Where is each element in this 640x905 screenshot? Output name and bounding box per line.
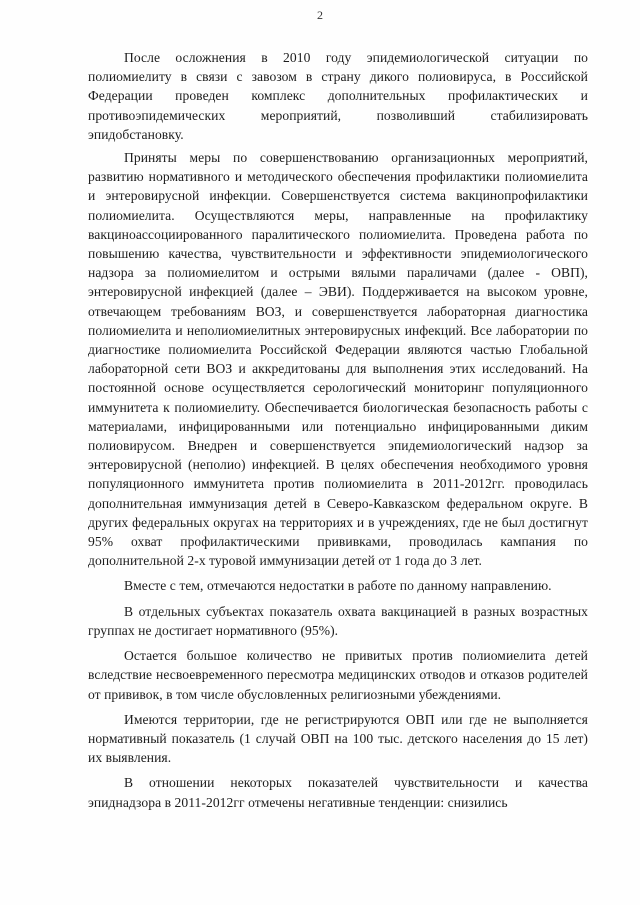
paragraph-2: Приняты меры по совершенствованию организационных мероприятий, развитию нормативного и методического обеспечения профилактики полиомиелита и энтеровирусной инфекции. Совершенствуется система вакцинопрофилактики полиомиелита. Осуществляются меры, направленные на профилактику вакциноассоциированного паралитического полиомиелита. Проведена работа по повышению качества, чувствительности и эффективности эпидемиологического надзора за полиомиелитом и острыми вялыми параличами (далее - ОВП), энтеровирусной инфекцией (далее – ЭВИ). Поддерживается на высоком уровне, отвечающем требованиям ВОЗ, и совершенствуется лабораторная диагностика полиомиелита и неполиомиелитных энтеровирусных инфекций. Все лаборатории по диагностике полиомиелита Российской Федерации являются частью Глобальной лабораторной сети ВОЗ и аккредитованы для выполнения этих исследований. На постоянной основе осуществляется серологический мониторинг популяционного иммунитета к полиомиелиту. Обеспечивается биологическая безопасность работы с материалами, инфицированными или потенциально инфицированными диким полиовирусом. Внедрен и совершенствуется эпидемиологический надзор за энтеровирусной (неполио) инфекцией. В целях обеспечения необходимого уровня популяционного иммунитета против полиомиелита в 2011-2012гг. проводилась дополнительная иммунизация детей в Северо-Кавказском федеральном округе. В других федеральных округах на территориях и в учреждениях, где не был достигнут 95% охват профилактическими прививками, проводилась кампания по дополнительной 2-х туровой иммунизации детей от 1 года до 3 лет. (88, 150, 588, 569)
page-number: 2 (317, 8, 323, 22)
paragraph-6: Имеются территории, где не регистрируются ОВП или где не выполняется нормативный показатель (1 случай ОВП на 100 тыс. детского населения до 15 лет) их выявления. (88, 711, 588, 766)
paragraph-1: После осложнения в 2010 году эпидемиологической ситуации по полиомиелиту в связи с завозом в страну дикого полиовируса, в Российской Федерации проведен комплекс дополнительных профилактических и противоэпидемических мероприятий, позволивший стабилизировать эпидобстановку. (88, 50, 588, 142)
paragraph-7: В отношении некоторых показателей чувствительности и качества эпиднадзора в 2011-2012гг отмечены негативные тенденции: снизились (88, 775, 588, 810)
paragraph-5: Остается большое количество не привитых против полиомиелита детей вследствие несвоевременного пересмотра медицинских отводов и отказов родителей от прививок, в том числе обусловленных религиозными убеждениями. (88, 648, 588, 702)
paragraph-4: В отдельных субъектах показатель охвата вакцинацией в разных возрастных группах не достигает нормативного (95%). (88, 603, 588, 638)
document-body (88, 48, 588, 816)
paragraph-3: Вместе с тем, отмечаются недостатки в работе по данному направлению. (124, 578, 552, 594)
